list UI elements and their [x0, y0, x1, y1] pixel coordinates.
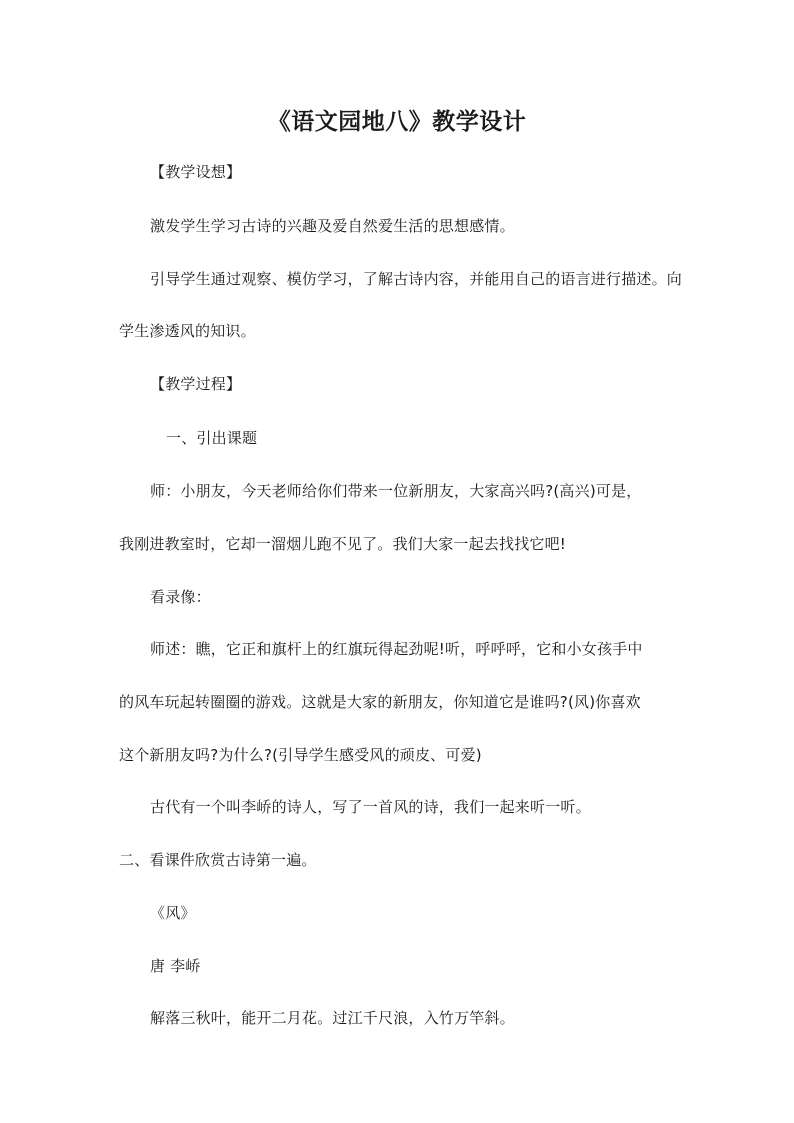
paragraph-line: 我刚进教室时，它却一溜烟儿跑不见了。我们大家一起去找找它吧! [119, 535, 567, 553]
paragraph-line: 引导学生通过观察、模仿学习，了解古诗内容，并能用自己的语言进行描述。向 [150, 270, 683, 288]
poem-title: 《风》 [150, 904, 196, 922]
paragraph-line: 看录像： [150, 588, 211, 606]
paragraph-line: 古代有一个叫李峤的诗人，写了一首风的诗，我们一起来听一听。 [150, 798, 591, 816]
paragraph-line: 的风车玩起转圈圈的游戏。这就是大家的新朋友，你知道它是谁吗?(风)你喜欢 [119, 693, 641, 711]
subsection-heading: 一、引出课题 [166, 429, 258, 447]
section-heading-teaching-process: 【教学过程】 [150, 375, 242, 393]
paragraph-line: 这个新朋友吗?为什么?(引导学生感受风的顽皮、可爱) [119, 746, 482, 764]
paragraph-line: 学生渗透风的知识。 [119, 322, 256, 340]
document-title: 《语文园地八》教学设计 [267, 108, 527, 135]
poem-author: 唐 李峤 [150, 957, 201, 975]
poem-text: 解落三秋叶，能开二月花。过江千尺浪，入竹万竿斜。 [150, 1009, 515, 1027]
section-heading-design-idea: 【教学设想】 [150, 163, 242, 181]
subsection-heading: 二、看课件欣赏古诗第一遍。 [119, 851, 317, 869]
paragraph-line: 激发学生学习古诗的兴趣及爱自然爱生活的思想感情。 [150, 217, 515, 235]
paragraph-line: 师：小朋友，今天老师给你们带来一位新朋友，大家高兴吗?(高兴)可是， [150, 482, 642, 500]
paragraph-line: 师述：瞧，它正和旗杆上的红旗玩得起劲呢!听，呼呼呼，它和小女孩手中 [150, 640, 643, 658]
